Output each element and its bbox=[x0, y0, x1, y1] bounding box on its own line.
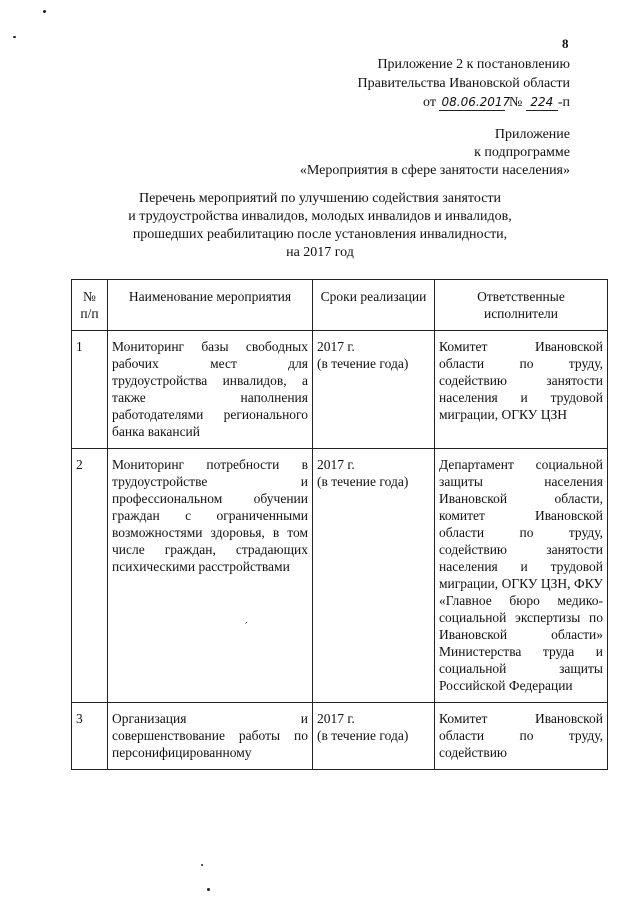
pencil-mark: ′ bbox=[245, 620, 248, 633]
header-name: Наименование мероприятия bbox=[108, 280, 313, 331]
decree-date-number bbox=[250, 93, 570, 112]
table-header-row bbox=[72, 280, 608, 331]
term-note: (в течение года) bbox=[317, 728, 409, 743]
annex-line-2: Правительства Ивановской области bbox=[357, 76, 570, 91]
row-name: Мониторинг базы свободных рабочих мест для трудоустройства инвалидов, а также наполнения работодателями регионального банка вакансий bbox=[108, 331, 313, 449]
header-term: Сроки реализации bbox=[313, 280, 435, 331]
header-responsible: Ответственные исполнители bbox=[435, 280, 608, 331]
sub-annex-line-2: к подпрограмме bbox=[474, 145, 570, 160]
row-responsible: Комитет Ивановской области по труду, содействию bbox=[435, 703, 608, 770]
number-suffix: -п bbox=[557, 95, 570, 110]
table-row bbox=[72, 449, 608, 703]
row-term bbox=[313, 449, 435, 703]
row-num: 3 bbox=[72, 703, 108, 770]
scan-speck bbox=[43, 10, 46, 13]
title-line-2: и трудоустройства инвалидов, молодых инвалидов и инвалидов, bbox=[128, 209, 512, 224]
header-num: № п/п bbox=[72, 280, 108, 331]
row-term bbox=[313, 331, 435, 449]
term-year: 2017 г. bbox=[317, 711, 355, 726]
row-num: 2 bbox=[72, 449, 108, 703]
page-number: 8 bbox=[562, 36, 569, 51]
scan-speck bbox=[201, 864, 203, 866]
measures-table bbox=[71, 279, 608, 770]
title-line-4: на 2017 год bbox=[286, 245, 354, 260]
row-term bbox=[313, 703, 435, 770]
annex-header bbox=[250, 55, 570, 112]
title-line-3: прошедших реабилитацию после установления инвалидности, bbox=[132, 227, 508, 242]
decree-number: 224 bbox=[526, 95, 558, 111]
number-sign: № bbox=[508, 95, 523, 110]
term-year: 2017 г. bbox=[317, 457, 355, 472]
date-prefix: от bbox=[423, 95, 436, 110]
table-row bbox=[72, 703, 608, 770]
row-name: Организация и совершенствование работы по персонифицированному bbox=[108, 703, 313, 770]
term-year: 2017 г. bbox=[317, 339, 355, 354]
term-note: (в течение года) bbox=[317, 356, 409, 371]
row-num: 1 bbox=[72, 331, 108, 449]
decree-date: 08.06.2017 bbox=[441, 95, 511, 109]
table-row bbox=[72, 331, 608, 449]
sub-annex-line-1: Приложение bbox=[494, 127, 570, 142]
title-line-1: Перечень мероприятий по улучшению содействия занятости bbox=[138, 191, 502, 206]
sub-annex-header bbox=[210, 126, 570, 180]
scan-speck bbox=[207, 888, 210, 891]
row-name: Мониторинг потребности в трудоустройстве и профессиональном обучении граждан с ограниченными возможностями здоровья, в том числе граждан, страдающих психическими расстройствами bbox=[108, 449, 313, 703]
document-title bbox=[100, 190, 540, 262]
term-note: (в течение года) bbox=[317, 474, 409, 489]
row-responsible: Департамент социальной защиты населения Ивановской области, комитет Ивановской области по труду, содействию занятости населения и трудовой миграции, ОГКУ ЦЗН, ФКУ «Главное бюро медико-социальной экспертизы по Ивановской области» Министерства труда и социальной защиты Российской Федерации bbox=[435, 449, 608, 703]
sub-annex-line-3: «Мероприятия в сфере занятости населения» bbox=[299, 163, 570, 178]
scan-speck bbox=[13, 36, 16, 38]
annex-line-1: Приложение 2 к постановлению bbox=[377, 57, 570, 72]
row-responsible: Комитет Ивановской области по труду, содействию занятости населения и трудовой миграции, ОГКУ ЦЗН bbox=[435, 331, 608, 449]
